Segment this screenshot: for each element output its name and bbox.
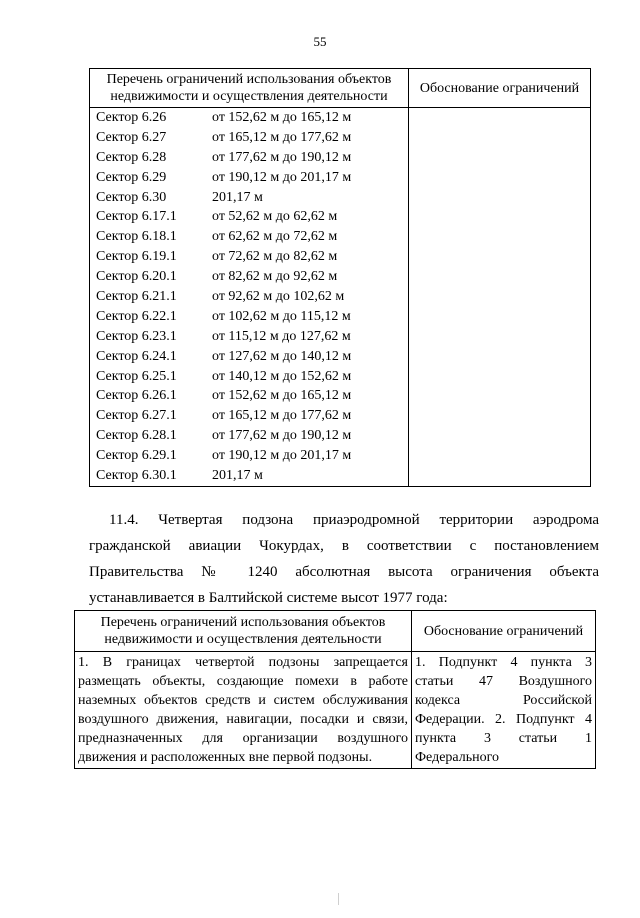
paragraph-text: 11.4. Четвертая подзона приаэродромной территории аэродрома гражданской авиации Чокурдах, в соответствии с постановлением Правительства № 1240 абсолютная высота ограничения объекта устанавливается в Балтийской системе высот 1977 года: — [89, 512, 599, 606]
table-row — [96, 108, 408, 128]
sector-name: Сектор 6.17.1 — [96, 209, 177, 225]
sector-height: от 152,62 м до 165,12 м — [212, 388, 352, 404]
sector-name: Сектор 6.28 — [96, 149, 167, 165]
sector-height: от 92,62 м до 102,62 м — [212, 289, 345, 305]
table-row — [96, 446, 408, 466]
sector-name: Сектор 6.30.1 — [96, 468, 177, 484]
column-header-justification: Обоснование ограничений — [412, 611, 596, 652]
table-header-row — [90, 69, 591, 108]
sector-height: 201,17 м — [212, 468, 263, 484]
table-row — [96, 426, 408, 446]
sector-height: от 82,62 м до 92,62 м — [212, 269, 338, 285]
sector-height: от 152,62 м до 165,12 м — [212, 110, 352, 125]
sector-height: от 62,62 м до 72,62 м — [212, 229, 338, 245]
table-row — [96, 207, 408, 227]
sector-name: Сектор 6.26 — [96, 110, 167, 125]
sector-name: Сектор 6.29 — [96, 169, 167, 185]
sector-name: Сектор 6.23.1 — [96, 328, 177, 344]
sector-height: от 165,12 м до 177,62 м — [212, 129, 352, 145]
sector-height: 201,17 м — [212, 189, 263, 205]
column-header-restrictions: Перечень ограничений использования объектов недвижимости и осуществления деятельности — [90, 69, 409, 108]
sector-height: от 115,12 м до 127,62 м — [212, 328, 351, 344]
sector-height: от 177,62 м до 190,12 м — [212, 149, 352, 165]
sector-name: Сектор 6.30 — [96, 189, 167, 205]
sector-name: Сектор 6.20.1 — [96, 269, 177, 285]
sector-name: Сектор 6.24.1 — [96, 348, 177, 364]
table-row — [96, 406, 408, 426]
page-number: 55 — [313, 34, 327, 49]
restriction-cell: 1. В границах четвертой подзоны запрещается размещать объекты, создающие помехи в работе наземных объектов средств и систем обслуживания воздушного движения, навигации, посадки и связи, предназначенных для организации воздушного движения и расположенных вне первой подзоны. — [75, 652, 412, 769]
sector-height: от 102,62 м до 115,12 м — [212, 308, 351, 324]
table-row — [96, 466, 408, 486]
table-row — [96, 188, 408, 208]
sector-height: от 127,62 м до 140,12 м — [212, 348, 352, 364]
sector-height: от 72,62 м до 82,62 м — [212, 249, 338, 265]
table-row — [96, 227, 408, 247]
table-row — [96, 307, 408, 327]
column-header-restrictions: Перечень ограничений использования объектов недвижимости и осуществления деятельности — [75, 611, 412, 652]
sector-name: Сектор 6.27.1 — [96, 408, 177, 424]
table-body-row — [90, 108, 591, 487]
table-row — [96, 347, 408, 367]
table-row — [96, 128, 408, 148]
section-paragraph — [89, 507, 599, 611]
sector-height: от 165,12 м до 177,62 м — [212, 408, 352, 424]
sector-list — [90, 108, 409, 487]
sector-height: от 177,62 м до 190,12 м — [212, 428, 352, 444]
table-row — [96, 148, 408, 168]
table-row — [96, 247, 408, 267]
sector-name: Сектор 6.21.1 — [96, 289, 177, 305]
sector-name: Сектор 6.25.1 — [96, 368, 177, 384]
sector-name: Сектор 6.26.1 — [96, 388, 177, 404]
table-row — [96, 267, 408, 287]
sector-name: Сектор 6.29.1 — [96, 448, 177, 464]
scan-artifact — [338, 893, 339, 905]
fourth-subzone-table — [74, 610, 596, 769]
table-row — [96, 327, 408, 347]
sector-name: Сектор 6.27 — [96, 129, 167, 145]
sector-name: Сектор 6.22.1 — [96, 308, 177, 324]
sector-height: от 190,12 м до 201,17 м — [212, 448, 352, 464]
sector-name: Сектор 6.18.1 — [96, 229, 177, 245]
sector-name: Сектор 6.19.1 — [96, 249, 177, 265]
sector-height: от 140,12 м до 152,62 м — [212, 368, 352, 384]
table-row — [96, 287, 408, 307]
table-row — [96, 367, 408, 387]
table-header-row — [75, 611, 596, 652]
justification-cell — [409, 108, 591, 487]
column-header-justification: Обоснование ограничений — [409, 69, 591, 108]
sector-heights-table — [89, 68, 591, 487]
sector-height: от 52,62 м до 62,62 м — [212, 209, 338, 225]
table-row — [96, 386, 408, 406]
justification-cell: 1. Подпункт 4 пункта 3 статьи 47 Воздушного кодекса Российской Федерации. 2. Подпункт 4 пункта 3 статьи 1 Федерального — [412, 652, 596, 769]
sector-height: от 190,12 м до 201,17 м — [212, 169, 352, 185]
table-row — [75, 652, 596, 769]
sector-name: Сектор 6.28.1 — [96, 428, 177, 444]
table-row — [96, 168, 408, 188]
